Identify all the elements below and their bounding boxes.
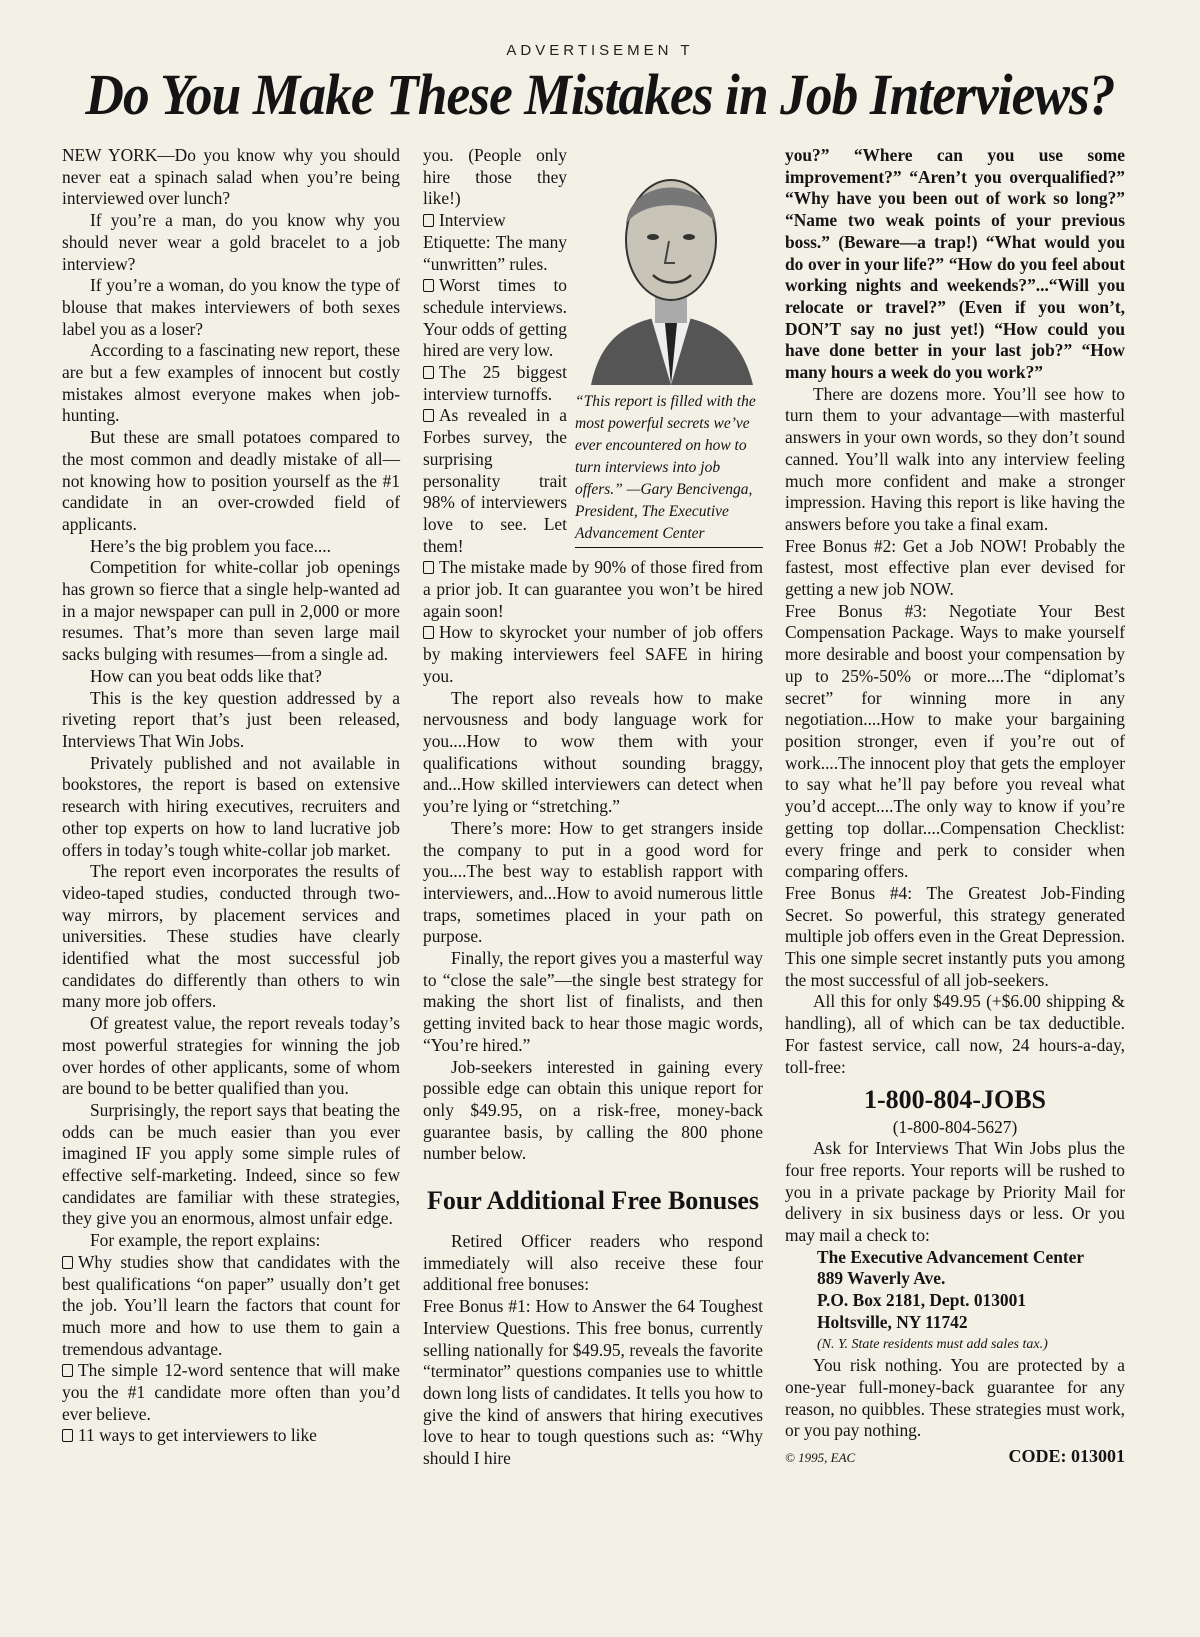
paragraph: The report also reveals how to make nervousness and body language work for you....How to wow them with your qualifications without sounding braggy, and...How skilled interviewers can detect when you’re lying or “stretching.” [423,687,763,817]
column-2 [423,145,763,1470]
paragraph: Surprisingly, the report says that beating the odds can be much easier than you ever imagined IF you apply some simple rules of effective self-marketing. Indeed, since so few candidates are familiar with these strategies, they give you an enormous, almost unfair edge. [62,1099,400,1229]
paragraph: The report even incorporates the results of video-taped studies, conducted through two-way mirrors, by placement services and universities. These studies have clearly identified what the most successful job candidates do differently than others to win many more job offers. [62,861,400,1012]
paragraph: This is the key question addressed by a riveting report that’s just been released, Interviews That Win Jobs. [62,687,400,751]
address-line: Holtsville, NY 11742 [817,1311,968,1332]
checkbox-bullet-icon [62,1364,73,1377]
bullet-item: The simple 12-word sentence that will make you the #1 candidate more often than you’d ever believe. [62,1360,400,1424]
checkbox-bullet-icon [62,1429,73,1442]
paragraph: Retired Officer readers who respond immediately will also receive these four additional free bonuses: [423,1231,763,1295]
address-line: 889 Waverly Ave. [817,1268,946,1289]
address-line: P.O. Box 2181, Dept. 013001 [817,1290,1027,1311]
paragraph: According to a fascinating new report, these are but a few examples of innocent but costly mistakes almost everyone makes when job-hunting. [62,340,400,426]
column-3 [785,145,1125,1469]
address-line: The Executive Advancement Center [817,1246,1085,1267]
bonus-4: Free Bonus #4: The Greatest Job-Finding Secret. So powerful, this strategy generated multiple job offers even in the Great Depression. This one simple secret instantly puts you among the most successful of all job-seekers. [785,882,1125,990]
phone-number-numeric[interactable]: (1-800-804-5627) [892,1117,1018,1138]
checkbox-bullet-icon [423,279,434,292]
bullet-item: Worst times to schedule interviews. Your odds of getting hired are very low. [423,275,567,361]
bullet-item: The 25 biggest interview turnoffs. [423,362,567,404]
column-1 [62,145,400,1447]
response-code: CODE: 013001 [1008,1446,1125,1467]
paragraph: Finally, the report gives you a masterful way to “close the sale”—the single best strategy for making the short list of finalists, and then getting invited back to hear those magic words, “You’re hired.” [423,948,763,1055]
paragraph: Of greatest value, the report reveals today’s most powerful strategies for winning the job over hordes of other applicants, some of whom are bound to be better qualified than you. [62,1013,400,1099]
man-portrait-icon [581,145,761,385]
bullet-item: Interview Etiquette: The many “unwritten” rules. [423,210,567,274]
footer [785,1446,1125,1469]
paragraph: If you’re a woman, do you know the type of blouse that makes interviewers of both sexes label you as a loser? [62,275,400,339]
paragraph: But these are small potatoes compared to the most common and deadly mistake of all—not knowing how to position yourself as the #1 candidate in an over-crowded field of applicants. [62,427,400,534]
checkbox-bullet-icon [423,561,434,574]
checkbox-bullet-icon [423,214,434,227]
paragraph: There are dozens more. You’ll see how to turn them to your advantage—with masterful answers in your own words, so they don’t sound canned. You’ll walk into any interview feeling much more confident and make a stronger impression. Having this report is like having the answers before you take a final exam. [785,383,1125,534]
bullet-item: 11 ways to get interviewers to like [62,1425,400,1447]
bullet-item: The mistake made by 90% of those fired from a prior job. It can guarantee you won’t be hired again soon! [423,557,763,621]
bullet-item: As revealed in a Forbes survey, the surprising personality trait 98% of interviewers love to see. Let them! [423,405,567,556]
checkbox-bullet-icon [423,366,434,379]
bonus-3: Free Bonus #3: Negotiate Your Best Compensation Package. Ways to make yourself more desirable and boost your compensation by up to 25%-50% or more....The “diplomat’s secret” for winning more in any negotiation....How to make your bargaining position stronger, even if you’re out of work....The innocent ploy that gets the employer to say what he’ll pay before you reveal what you’d accept....The only way to know if you’re getting top dollar....Compensation Checklist: every fringe and perk to consider when comparing offers. [785,600,1125,882]
copyright: © 1995, EAC [785,1450,856,1466]
checkbox-bullet-icon [62,1256,73,1269]
paragraph: Competition for white-collar job openings has grown so fierce that a single help-wanted ad in a major newspaper can pull in 2,000 or more resumes. That’s more than seven large mail sacks bulging with resumes—from a single ad. [62,557,400,665]
advertisement-label: ADVERTISEMEN T [506,42,694,59]
bonus-2: Free Bonus #2: Get a Job NOW! Probably the fastest, most effective plan ever devised for getting a new job NOW. [785,535,1125,600]
paragraph: How can you beat odds like that? [90,665,322,686]
sales-tax-note: (N. Y. State residents must add sales tax.) [817,1336,1048,1352]
guarantee: You risk nothing. You are protected by a one-year full-money-back guarantee for any reason, no quibbles. These strategies must work, or you pay nothing. [785,1355,1125,1441]
bonuses-heading: Four Additional Free Bonuses [426,1186,760,1216]
bullet-item: How to skyrocket your number of job offers by making interviewers feel SAFE in hiring you. [423,622,763,686]
photo-block [575,145,763,548]
paragraph: Job-seekers interested in gaining every possible edge can obtain this unique report for only $49.95, on a risk-free, money-back guarantee basis, by calling the 800 phone number below. [423,1056,763,1164]
phone-number[interactable]: 1-800-804-JOBS [864,1085,1046,1115]
paragraph: If you’re a man, do you know why you should never wear a gold bracelet to a job interview? [62,210,400,274]
paragraph: There’s more: How to get strangers inside the company to put in a good word for you....The best way to establish rapport with interviewers, and...How to avoid numerous little traps, sometimes placed in your path on purpose. [423,817,763,947]
bonus-1: Free Bonus #1: How to Answer the 64 Toughest Interview Questions. This free bonus, currently selling nationally for $49.95, reveals the favorite “terminator” questions companies use to whittle down long lists of candidates. It tells you how to give the kind of answers that hiring executives love to hear to tough questions such as: “Why should I hire [423,1296,763,1469]
paragraph: Privately published and not available in bookstores, the report is based on extensive research with hiring executives, recruiters and other top experts on how to land lucrative job offers in today’s tough white-collar job market. [62,752,400,860]
paragraph: For example, the report explains: [90,1230,321,1251]
interview-questions: you?” “Where can you use some improvement?” “Aren’t you overqualified?” “Why have you been out of work so long?” “Name two weak points of your previous boss.” (Beware—a trap!) “What would you do over in your life?” “How do you feel about working nights and weekends?”...“Will you relocate or travel?” (Even if you won’t, DON’T say no just yet!) “How could you have done better in your last job?” “How many hours a week do you work?” [785,145,1125,383]
paragraph: Ask for Interviews That Win Jobs plus the four free reports. Your reports will be rushed to you in a private package by Priority Mail for delivery in six business days or less. Or you may mail a check to: [785,1138,1125,1246]
paragraph: All this for only $49.95 (+$6.00 shipping & handling), all of which can be tax deductible. For fastest service, call now, 24 hours-a-day, toll-free: [785,991,1125,1077]
checkbox-bullet-icon [423,409,434,422]
headline: Do You Make These Mistakes in Job Interviews? [85,62,1115,127]
paragraph: Here’s the big problem you face.... [90,535,331,556]
checkbox-bullet-icon [423,626,434,639]
testimonial-quote: “This report is filled with the most powerful secrets we’ve ever encountered on how to turn interviews into job offers.” —Gary Bencivenga, President, The Executive Advancement Center [575,391,763,548]
paragraph: you. (People only hire those they like!) [423,145,567,209]
paragraph: NEW YORK—Do you know why you should never eat a spinach salad when you’re being interviewed over lunch? [62,145,400,209]
bullet-item: Why studies show that candidates with the best qualifications “on paper” usually don’t get the job. You’ll learn the factors that count for much more and how to use them to gain a tremendous advantage. [62,1251,400,1359]
